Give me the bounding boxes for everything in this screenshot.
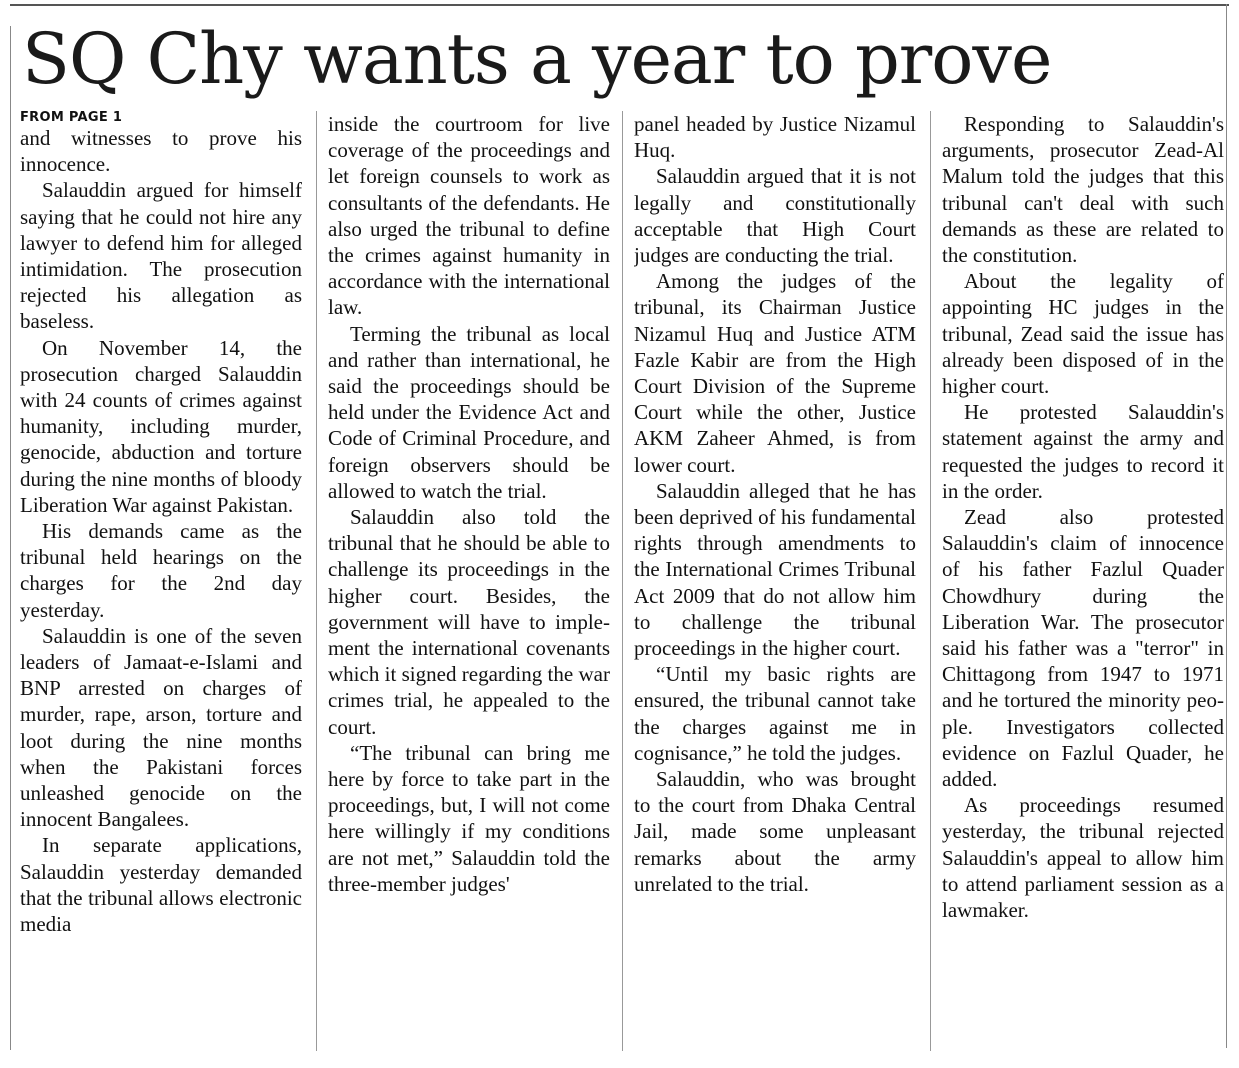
article-column-1	[20, 111, 302, 1051]
paragraph: Salauddin argued that it is not legally and constitutionally acceptable that High Court judges are conducting the trial.	[634, 164, 916, 268]
paragraph: Salauddin, who was brought to the court from Dhaka Central Jail, made some unpleasant remarks about the army unrelated to the trial.	[634, 767, 916, 896]
article-column-4	[942, 111, 1224, 1051]
paragraph: Responding to Salauddin's arguments, prosecutor Zead-Al Malum told the judges that this tribunal can't deal with such demands as these are related to the constitution.	[942, 112, 1224, 268]
article-column-2	[328, 111, 610, 1051]
paragraph: Salauddin alleged that he has been deprived of his fundamental rights through amendments to the International Crimes Tribunal Act 2009 that do not allow him to challenge the tribunal proceedings in the higher court.	[634, 478, 916, 661]
paragraph: Terming the tribunal as local and rather than international, he said the proceedings should be held under the Evidence Act and Code of Criminal Procedure, and foreign observers should be allowed to watch the trial.	[328, 321, 610, 503]
continued-from-kicker: FROM PAGE 1	[20, 111, 123, 125]
left-border-rule	[10, 26, 11, 1050]
paragraph: As proceedings resumed yesterday, the tribunal rejected Salauddin's appeal to allow him to attend parliament session as a lawmaker.	[942, 793, 1224, 923]
paragraph: inside the courtroom for live coverage of the proceedings and let foreign counsels to work as consultants of the defendants. He also urged the tribunal to define the crimes against humanity in accordance with the international law.	[328, 112, 610, 320]
paragraph: “Until my basic rights are ensured, the tribunal cannot take the charges against me in cognisance,” he told the judges.	[634, 662, 916, 765]
right-border-rule	[1226, 4, 1227, 1048]
paragraph: Among the judges of the tribunal, its Chairman Justice Nizamul Huq and Justice ATM Fazle Kabir are from the High Court Division of the Supreme Court while the other, Justice AKM Zaheer Ahmed, is from lower court.	[634, 269, 916, 477]
column-divider	[930, 111, 931, 1051]
paragraph: His demands came as the tribunal held hearings on the charges for the 2nd day yesterday.	[20, 519, 302, 622]
paragraph: On November 14, the prosecution charged Salauddin with 24 counts of crimes against humanity, including murder, genocide, abduction and torture during the nine months of bloody Liberation War against Pakistan.	[20, 335, 302, 517]
paragraph: and witnesses to prove his innocence.	[20, 126, 302, 177]
paragraph: panel headed by Justice Nizamul Huq.	[634, 112, 916, 163]
paragraph: About the legality of appointing HC judges in the tribunal, Zead said the issue has already been disposed of in the higher court.	[942, 269, 1224, 399]
paragraph: “The tribunal can bring me here by force to take part in the proceedings, but, I will not come here willingly if my conditions are not met,” Salauddin told the three-member judges'	[328, 740, 610, 896]
paragraph: Salauddin is one of the seven leaders of Jamaat-e-Islami and BNP arrested on charges of murder, rape, arson, torture and loot during the nine months when the Pakistani forces unleashed genocide on the innocent Bangalees.	[20, 623, 302, 832]
paragraph: In separate applications, Salauddin yesterday demanded that the tribunal allows electronic media	[20, 833, 302, 937]
paragraph: Salauddin also told the tribunal that he should be able to challenge its proceedings in the higher court. Besides, the government will have to implement the international covenants which it signed regarding the war crimes trial, he appealed to the court.	[328, 505, 610, 739]
column-divider	[316, 111, 317, 1051]
paragraph: Salauddin argued for himself saying that he could not hire any lawyer to defend him for alleged intimidation. The prosecution rejected his allegation as baseless.	[20, 178, 302, 334]
column-divider	[622, 111, 623, 1051]
top-border-rule	[10, 4, 1229, 6]
article-column-3	[634, 111, 916, 1051]
headline: SQ Chy wants a year to prove	[22, 18, 1052, 100]
paragraph: Zead also protested Salauddin's claim of innocence of his father Fazlul Quader Chowdhury during the Liberation War. The prosecutor said his father was a "terror" in Chittagong from 1947 to 1971 and he tortured the minority people. Investigators collected evidence on Fazlul Quader, he added.	[942, 505, 1224, 792]
paragraph: He protested Salauddin's statement against the army and requested the judges to record it in the order.	[942, 400, 1224, 503]
